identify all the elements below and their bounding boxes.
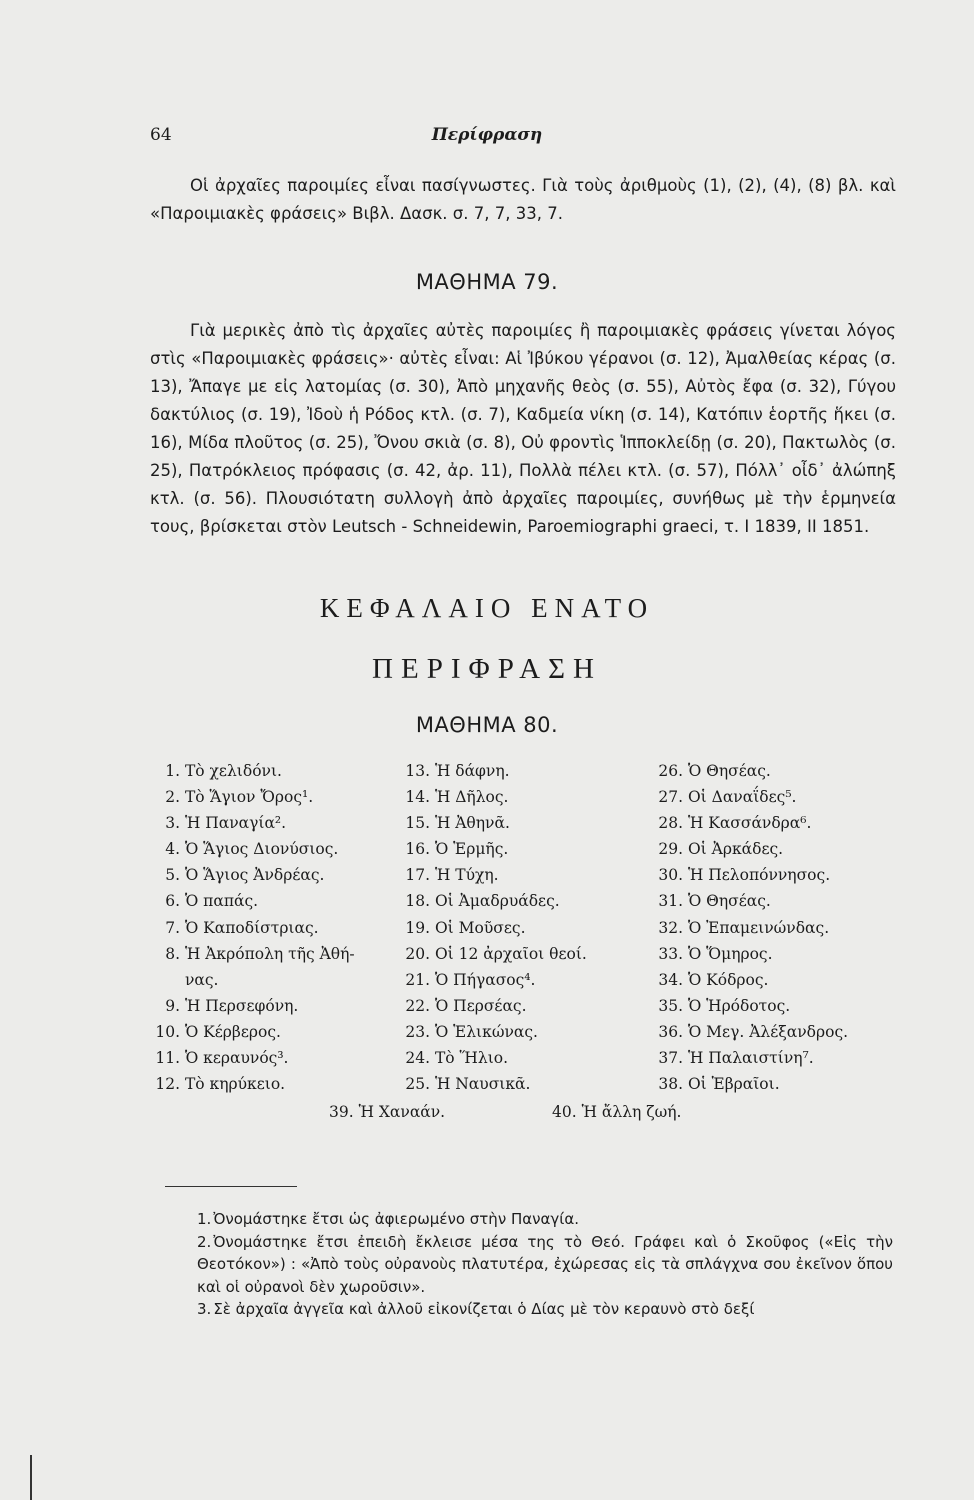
list-item: 11. Ὁ κεραυνός³.	[155, 1049, 289, 1068]
list-column-3	[648, 758, 848, 1097]
list-item: 19. Οἱ Μοῦσες.	[405, 918, 526, 937]
list-column-1	[150, 758, 355, 1097]
footnote-2: 2. Ὀνομάστηκε ἔτσι ἐπειδὴ ἔκλεισε μέσα της τὸ Θεό. Γράφει καὶ ὁ Σκοῦφος («Εἰς τὴν Θεοτόκον») : «Ἀπὸ τοὺς οὐρανοὺς πλατυτέρα, ἐχώρεσας εἰς τὰ σπλάγχνα σου ἐκεῖνον ὅπου καὶ οἱ οὐρανοὶ δὲν χωροῦσιν».	[197, 1232, 893, 1296]
list-item: 9. Ἡ Περσεφόνη.	[165, 996, 299, 1015]
list-item: 22. Ὁ Περσέας.	[405, 996, 527, 1015]
list-item: 33. Ὁ Ὅμηρος.	[658, 944, 773, 963]
list-item: 26. Ὁ Θησέας.	[658, 762, 771, 780]
list-item-39: 39. Ἡ Χαναάν.	[329, 1103, 446, 1121]
list-item: 16. Ὁ Ἑρμῆς.	[405, 840, 509, 859]
intro-paragraph: Οἱ ἀρχαῖες παροιμίες εἶναι πασίγνωστες. Γιὰ τοὺς ἀριθμοὺς (1), (2), (4), (8) βλ. καὶ «Παροιμιακὲς φράσεις» Βιβλ. Δασκ. σ. 7, 7, 33, 7.	[150, 176, 896, 223]
list-item: 28. Ἡ Κασσάνδρα⁶.	[658, 814, 812, 833]
footnotes	[165, 1208, 893, 1321]
list-item: 12. Τὸ κηρύκειο.	[155, 1075, 286, 1094]
list-item: 5. Ὁ Ἅγιος Ἀνδρέας.	[165, 866, 325, 885]
lesson-80-heading: ΜΑΘΗΜΑ 80.	[415, 713, 559, 737]
footnote-3: 3. Σὲ ἀρχαῖα ἀγγεῖα καὶ ἀλλοῦ εἰκονίζεται ὁ Δίας μὲ τὸν κεραυνὸ στὸ δεξί	[197, 1300, 755, 1318]
list-item: 3. Ἡ Παναγία².	[165, 814, 287, 833]
list-item: 27. Οἱ Δαναΐδες⁵.	[658, 788, 797, 807]
page-number: 64	[150, 125, 172, 145]
list-item: 36. Ὁ Μεγ. Ἀλέξανδρος.	[658, 1022, 849, 1041]
list-item: 17. Ἡ Τύχη.	[405, 866, 499, 885]
list-item: 29. Οἱ Ἀρκάδες.	[658, 840, 784, 859]
lesson-79-heading: ΜΑΘΗΜΑ 79.	[415, 270, 559, 294]
list-item-continuation: νας.	[184, 970, 219, 989]
list-item: 10. Ὁ Κέρβερος.	[155, 1022, 281, 1041]
list-item: 23. Ὁ Ἑλικώνας.	[405, 1022, 538, 1041]
list-item: 18. Οἱ Ἀμαδρυάδες.	[405, 892, 560, 911]
list-item: 31. Ὁ Θησέας.	[658, 892, 771, 911]
footnote-separator	[165, 1186, 297, 1187]
list-item: 7. Ὁ Καποδίστριας.	[165, 918, 319, 937]
list-item: 24. Τὸ Ἥλιο.	[405, 1049, 509, 1068]
list-item: 15. Ἡ Ἀθηνᾶ.	[405, 814, 510, 833]
list-item: 35. Ὁ Ἡρόδοτος.	[658, 996, 791, 1015]
list-item: 21. Ὁ Πήγασος⁴.	[405, 970, 536, 989]
lesson-79-paragraph: Γιὰ μερικὲς ἀπὸ τὶς ἀρχαῖες αὐτὲς παροιμίες ἢ παροιμιακὲς φράσεις γίνεται λόγος στὶς «Παροιμιακὲς φράσεις»· αὐτὲς εἶναι: Αἱ Ἰβύκου γέρανοι (σ. 12), Ἀμαλθείας κέρας (σ. 13), Ἄπαγε με εἰς λατομίας (σ. 30), Ἀπὸ μηχανῆς θεὸς (σ. 55), Αὐτὸς ἔφα (σ. 32), Γύγου δακτύλιος (σ. 19), Ἰδοὺ ἡ Ρόδος κτλ. (σ. 7), Καδμεία νίκη (σ. 14), Κατόπιν ἑορτῆς ἥκει (σ. 16), Μίδα πλοῦτος (σ. 25), Ὄνου σκιὰ (σ. 8), Οὐ φροντὶς Ἱπποκλείδῃ (σ. 20), Πακτωλὸς (σ. 25), Πατρόκλειος πρόφασις (σ. 42, ἀρ. 11), Πολλὰ πέλει κτλ. (σ. 57), Πόλλ᾽ οἶδ᾽ ἀλώπηξ κτλ. (σ. 56). Πλουσιότατη συλλογὴ ἀπὸ ἀρχαῖες παροιμίες, συνήθως μὲ τὴν ἑρμηνεία τους, βρίσκεται στὸν Leutsch - Schneidewin, Paroemiographi graeci, τ. I 1839, II 1851.	[150, 321, 896, 536]
list-item: 25. Ἡ Ναυσικᾶ.	[405, 1075, 531, 1094]
list-item: 38. Οἱ Ἑβραῖοι.	[658, 1075, 780, 1094]
list-item: 30. Ἡ Πελοπόννησος.	[658, 866, 831, 885]
list-item: 2. Τὸ Ἅγιον Ὄρος¹.	[165, 788, 314, 807]
list-item: 14. Ἡ Δῆλος.	[405, 788, 509, 807]
list-column-2	[395, 758, 587, 1097]
list-item: 4. Ὁ Ἅγιος Διονύσιος.	[165, 840, 339, 859]
list-item: 20. Οἱ 12 ἀρχαῖοι θεοί.	[405, 944, 587, 963]
footnote-1: 1. Ὀνομάστηκε ἔτσι ὡς ἀφιερωμένο στὴν Παναγία.	[197, 1210, 580, 1228]
list-item-40: 40. Ἡ ἄλλη ζωή.	[552, 1103, 682, 1121]
chapter-label: ΚΕΦΑΛΑΙΟ ΕΝΑΤΟ	[319, 593, 655, 623]
running-title: Περίφραση	[431, 125, 543, 145]
page-header	[0, 125, 974, 149]
list-item: 6. Ὁ παπάς.	[165, 892, 259, 911]
list-item: 8. Ἡ Ἀκρόπολη τῆς Ἀθή-	[165, 944, 355, 963]
list-item: 1. Τὸ χελιδόνι.	[165, 762, 282, 780]
margin-line	[30, 1455, 32, 1500]
list-item: 34. Ὁ Κόδρος.	[658, 970, 769, 989]
list-item: 13. Ἡ δάφνη.	[405, 762, 510, 780]
list-item: 32. Ὁ Ἐπαμεινώνδας.	[658, 918, 830, 937]
chapter-title: ΠΕΡΙΦΡΑΣΗ	[372, 653, 602, 685]
list-item: 37. Ἡ Παλαιστίνη⁷.	[658, 1049, 814, 1068]
